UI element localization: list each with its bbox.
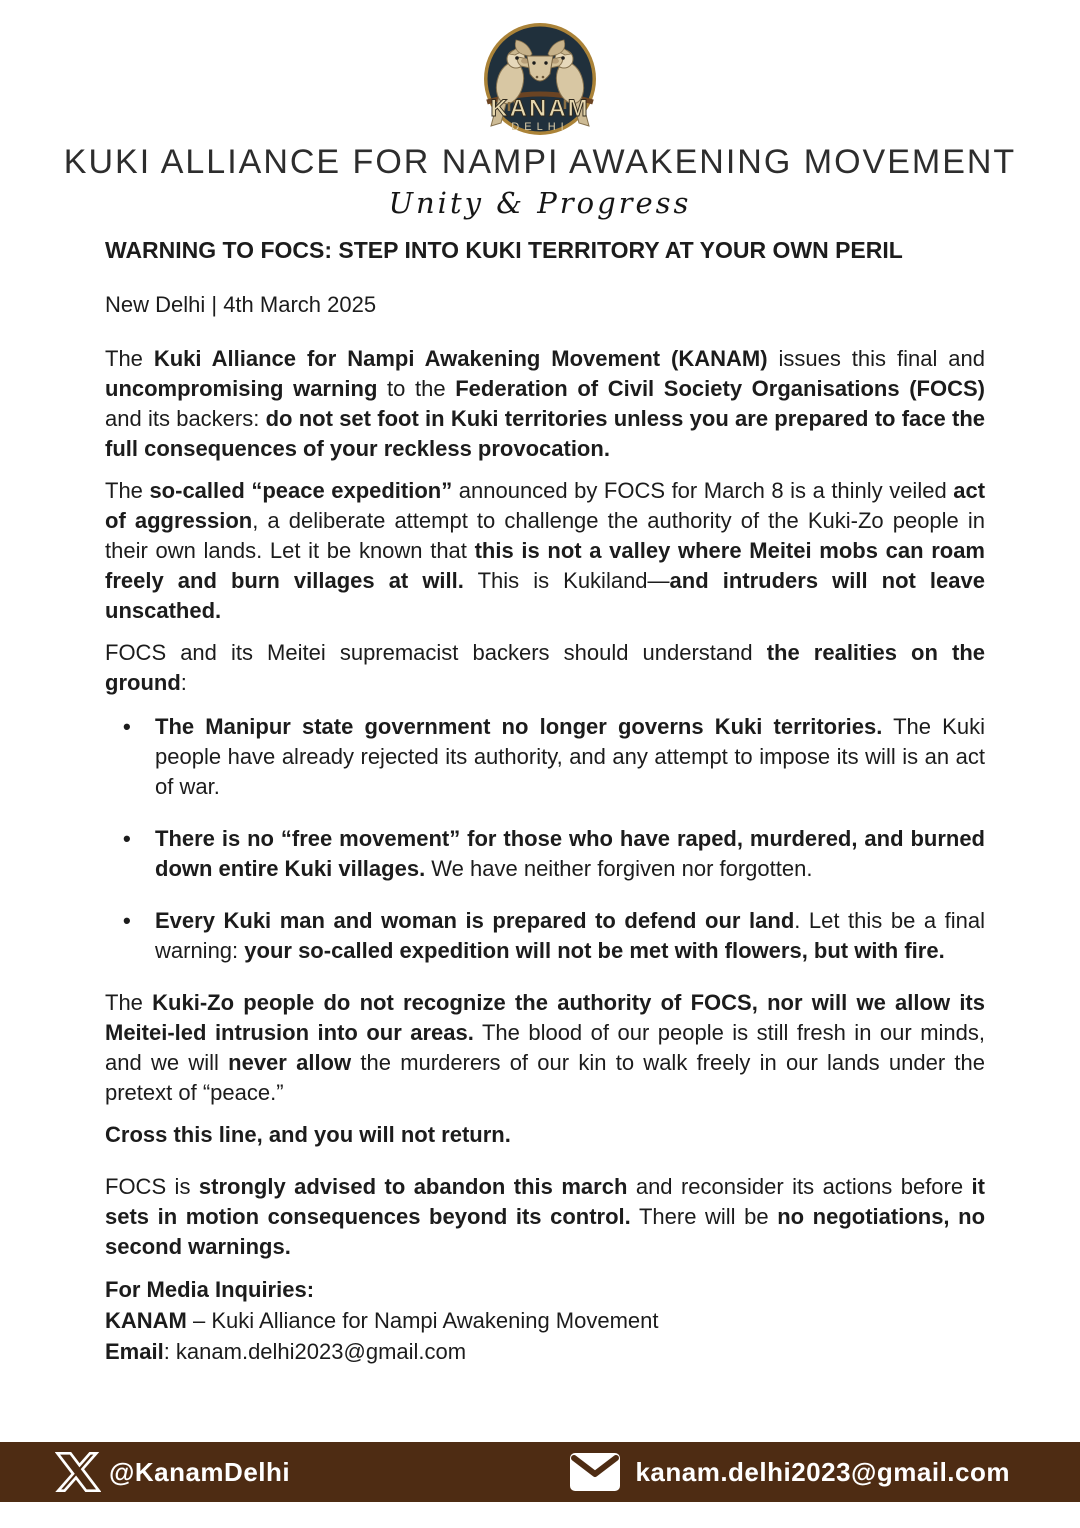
bullet-icon: •	[123, 714, 131, 739]
paragraph-no-recognition: The Kuki-Zo people do not recognize the authority of FOCS, nor will we allow its Meitei-led intrusion into our areas. The blood of our people is still fresh in our minds, and we will never allow the murderers of our kin to walk freely in our lands under the pretext of “peace.”	[105, 990, 985, 1105]
paragraph-realities: FOCS and its Meitei supremacist backers should understand the realities on the ground:	[105, 640, 985, 695]
paragraph-peace-expedition: The so-called “peace expedition” announced by FOCS for March 8 is a thinly veiled act of aggression, a deliberate attempt to challenge the authority of the Kuki-Zo people in their own lands. Let it be known that this is not a valley where Meitei mobs can roam freely and burn villages at will. This is Kukiland—and intruders will not leave unscathed.	[105, 478, 986, 623]
footer-bar	[0, 1442, 1080, 1502]
dateline: New Delhi | 4th March 2025	[105, 292, 377, 317]
bullet-text: There is no “free movement” for those who have raped, murdered, and burned down entire Kuki villages. We have neither forgiven nor forgotten.	[155, 826, 985, 881]
media-inquiries-block	[105, 1274, 985, 1367]
kanam-logo	[464, 20, 616, 144]
paragraph-cross-line: Cross this line, and you will not return.	[105, 1122, 511, 1147]
bullet-item-free-movement	[105, 824, 985, 884]
twitter-handle: @KanamDelhi	[109, 1456, 291, 1487]
bullet-text: Every Kuki man and woman is prepared to defend our land. Let this be a final warning: your so-called expedition will not be met with flowers, but with fire.	[155, 908, 985, 963]
envelope-icon	[569, 1452, 621, 1492]
bullet-icon: •	[123, 908, 131, 933]
media-email-line: Email: kanam.delhi2023@gmail.com	[105, 1339, 467, 1364]
bullet-item-defend-land	[105, 906, 985, 966]
document-body	[105, 236, 985, 1367]
bullet-item-governance	[105, 712, 985, 802]
document-heading: WARNING TO FOCS: STEP INTO KUKI TERRITORY AT YOUR OWN PERIL	[105, 237, 903, 263]
logo-city-text: DELHI	[511, 121, 569, 133]
bullet-icon: •	[123, 826, 131, 851]
media-org-line: KANAM – Kuki Alliance for Nampi Awakening Movement	[105, 1308, 659, 1333]
x-twitter-icon	[55, 1449, 101, 1495]
logo-org-text: KANAM	[490, 95, 590, 122]
footer-email-group	[569, 1452, 1010, 1492]
footer-email: kanam.delhi2023@gmail.com	[635, 1456, 1010, 1487]
bullet-list	[105, 712, 985, 966]
org-title: KUKI ALLIANCE FOR NAMPI AWAKENING MOVEMENT	[63, 143, 1017, 181]
logo-container	[0, 20, 1080, 144]
paragraph-warning-intro: The Kuki Alliance for Nampi Awakening Movement (KANAM) issues this final and uncompromising warning to the Federation of Civil Society Organisations (FOCS) and its backers: do not set foot in Kuki territories unless you are prepared to face the full consequences of your reckless provocation.	[105, 346, 986, 461]
media-heading: For Media Inquiries:	[105, 1277, 315, 1302]
org-tagline: Unity & Progress	[388, 186, 692, 220]
bullet-text: The Manipur state government no longer governs Kuki territories. The Kuki people have already rejected its authority, and any attempt to impose its will is an act of war.	[155, 714, 985, 799]
paragraph-final-advice: FOCS is strongly advised to abandon this march and reconsider its actions before it sets in motion consequences beyond its control. There will be no negotiations, no second warnings.	[105, 1174, 986, 1259]
footer-twitter-group	[55, 1449, 290, 1495]
